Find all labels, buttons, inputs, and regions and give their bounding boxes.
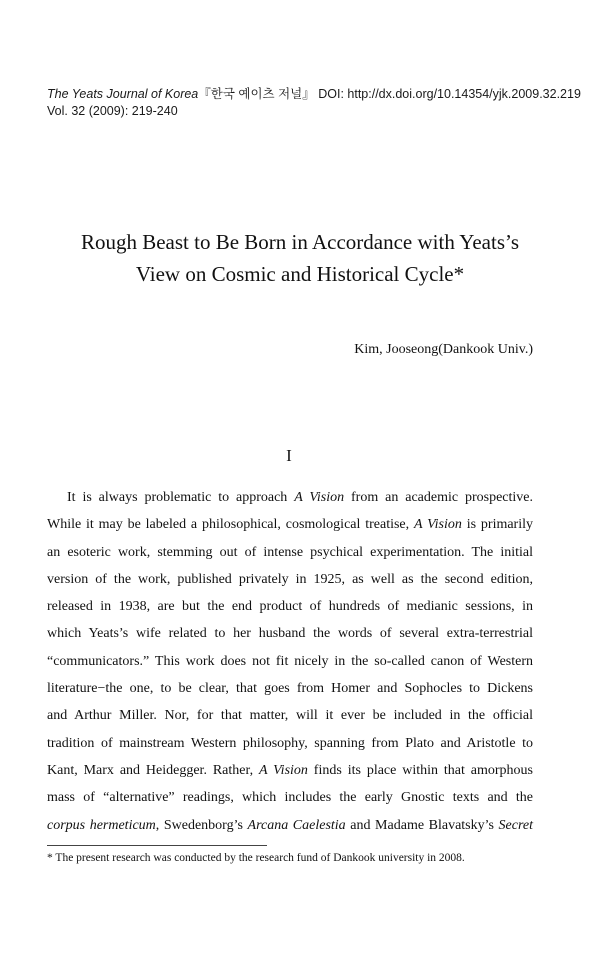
text-line: released in 1938, are but the end product of hundreds of medianic sessions, in — [47, 599, 533, 615]
text-line: literature−the one, to be clear, that goes from Homer and Sophocles to Dickens — [47, 681, 533, 697]
volume-info: Vol. 32 (2009): 219-240 — [47, 104, 178, 118]
text-line: and Arthur Miller. Nor, for that matter, will it ever be included in the official — [47, 708, 533, 724]
text-line: “communicators.” This work does not fit nicely in the so-called canon of Western — [47, 653, 533, 669]
text-line: corpus hermeticum, Swedenborg’s Arcana Caelestia and Madame Blavatsky’s Secret — [47, 817, 534, 833]
article-title — [30, 226, 570, 290]
journal-citation-line — [47, 86, 581, 103]
title-line-1: Rough Beast to Be Born in Accordance with Yeats’s — [80, 230, 520, 254]
doi-link[interactable]: DOI: http://dx.doi.org/10.14354/yjk.2009.32.219 — [318, 87, 581, 101]
journal-korean-title: 『한국 예이츠 저널』 — [198, 87, 315, 101]
book-title: A Vision — [258, 762, 308, 778]
footnote-rule — [47, 845, 267, 846]
text-line: While it may be labeled a philosophical, cosmological treatise, A Vision is primarily — [47, 517, 534, 533]
text-line: mass of “alternative” readings, which includes the early Gnostic texts and the — [47, 790, 533, 806]
author-affiliation: Kim, Jooseong(Dankook Univ.) — [354, 342, 533, 357]
section-heading: I — [286, 446, 292, 465]
text-line: Kant, Marx and Heidegger. Rather, A Vision finds its place within that amorphous — [47, 762, 533, 778]
text-line: version of the work, published privately in 1925, as well as the second edition, — [47, 571, 533, 587]
body-paragraph — [47, 484, 533, 839]
footnote: * The present research was conducted by the research fund of Dankook university in 2008. — [47, 852, 465, 864]
book-title: Secret — [498, 817, 534, 833]
text-line: which Yeats’s wife related to her husband the words of several extra-terrestrial — [47, 626, 533, 642]
text-line: It is always problematic to approach A Vision from an academic prospective. — [67, 490, 534, 505]
book-title: corpus hermeticum — [47, 817, 156, 833]
text-line: tradition of mainstream Western philosophy, spanning from Plato and Aristotle to — [47, 735, 533, 751]
title-line-2: View on Cosmic and Historical Cycle* — [135, 262, 465, 286]
book-title: A Vision — [414, 517, 462, 533]
book-title: Arcana Caelestia — [247, 817, 346, 833]
journal-title: The Yeats Journal of Korea — [47, 87, 199, 101]
book-title: A Vision — [294, 490, 345, 505]
journal-header — [47, 86, 581, 120]
text-line: an esoteric work, stemming out of intense psychical experimentation. The initial — [47, 544, 533, 560]
